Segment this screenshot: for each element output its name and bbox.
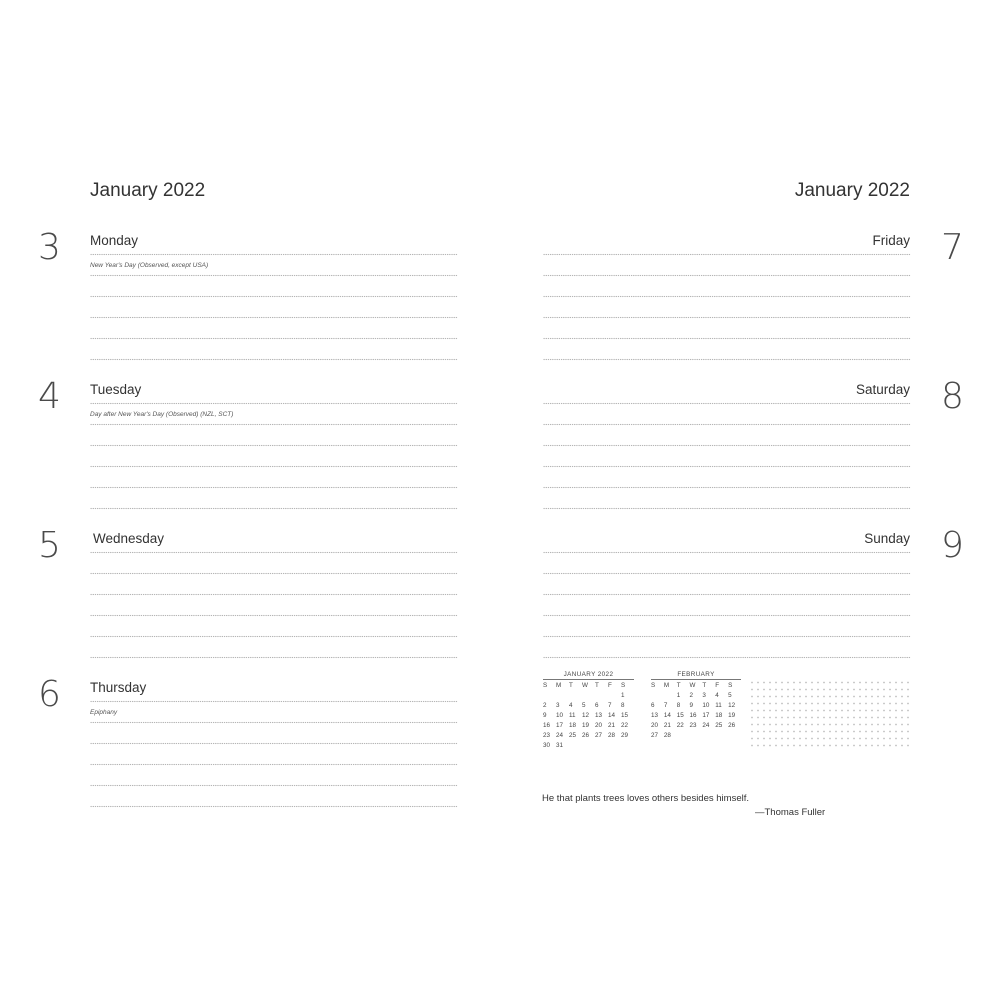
holiday-note: Epiphany [90,709,118,716]
calendar-day: 4 [715,692,719,699]
calendar-day [715,732,728,742]
writing-line [90,551,458,554]
calendar-day: 5 [582,702,586,709]
weekday-header: S [621,682,626,689]
calendar-day [582,742,595,752]
calendar-day: 16 [543,722,551,729]
writing-line [90,784,458,787]
writing-line [543,358,911,361]
calendar-day [651,692,664,702]
holiday-note: Day after New Year's Day (Observed) (NZL, SCT) [90,411,234,418]
writing-line [90,763,458,766]
calendar-day [543,692,556,702]
writing-line [90,593,458,596]
writing-line [543,423,911,426]
day-number: 7 [941,227,964,268]
calendar-day: 2 [689,692,694,699]
calendar-day: 27 [595,732,603,739]
quote-text: He that plants trees loves others besides himself. [542,793,749,804]
mini-calendar-title: JANUARY 2022 [543,671,634,680]
calendar-day: 1 [621,692,625,699]
calendar-day: 7 [663,702,668,709]
calendar-day: 22 [676,722,684,729]
calendar-day [569,742,582,752]
calendar-day: 12 [728,702,736,709]
weekday-header: M [663,682,670,689]
mini-calendar-grid [543,682,634,752]
holiday-note: New Year's Day (Observed, except USA) [90,262,209,269]
writing-line [90,507,458,510]
mini-calendar-february [651,671,741,742]
calendar-day: 2 [543,702,547,709]
weekday-header: F [608,682,612,689]
weekday-header: S [651,682,656,689]
calendar-day: 28 [608,732,616,739]
calendar-day: 19 [728,712,736,719]
calendar-day: 20 [651,722,659,729]
right-page-header: January 2022 [794,180,910,201]
day-name: Thursday [90,680,147,695]
calendar-day: 6 [595,702,599,709]
calendar-day: 18 [715,712,723,719]
day-number: 8 [941,376,964,417]
calendar-day: 29 [621,732,629,739]
writing-line [90,253,458,256]
writing-line [90,656,458,659]
calendar-day: 9 [543,712,547,719]
calendar-day: 17 [702,712,710,719]
writing-line [543,486,911,489]
weekday-header: S [728,682,733,689]
calendar-day: 24 [702,722,710,729]
calendar-day: 13 [651,712,659,719]
calendar-day: 5 [728,692,732,699]
calendar-day [569,692,582,702]
writing-line [90,486,458,489]
calendar-day [556,692,569,702]
calendar-day: 10 [702,702,710,709]
calendar-day: 11 [715,702,722,709]
calendar-day: 24 [556,732,564,739]
calendar-day [677,732,690,742]
calendar-day: 10 [556,712,564,719]
writing-line [90,635,458,638]
calendar-day [664,692,677,702]
writing-line [90,423,458,426]
calendar-day: 6 [651,702,655,709]
writing-line [90,274,458,277]
writing-line [90,614,458,617]
day-number: 9 [941,525,964,566]
calendar-day: 16 [689,712,697,719]
mini-calendar-january [543,671,634,752]
calendar-day: 22 [621,722,629,729]
writing-line [543,402,911,405]
day-number: 4 [38,376,61,417]
quote-author: —Thomas Fuller [755,807,826,818]
calendar-day: 18 [569,722,577,729]
day-number: 3 [38,227,61,268]
calendar-day: 20 [595,722,603,729]
writing-line [543,337,911,340]
calendar-day: 23 [689,722,697,729]
day-name: Wednesday [93,531,165,546]
calendar-day: 12 [582,712,590,719]
calendar-day: 7 [608,702,612,709]
calendar-day [595,692,608,702]
calendar-day: 15 [676,712,684,719]
calendar-day: 31 [556,742,564,749]
writing-line [543,656,911,659]
calendar-day: 14 [663,712,671,719]
weekday-header: S [543,682,548,689]
calendar-day [595,742,608,752]
writing-line [90,700,458,703]
writing-line [543,295,911,298]
dot-grid-notes [749,679,911,749]
writing-line [90,316,458,319]
weekday-header: W [689,682,696,689]
writing-line [90,295,458,298]
writing-line [543,274,911,277]
calendar-day [702,732,715,742]
writing-line [90,572,458,575]
calendar-day: 4 [569,702,573,709]
writing-line [543,444,911,447]
calendar-day: 25 [715,722,723,729]
writing-line [543,316,911,319]
calendar-day: 8 [676,702,681,709]
weekday-header: T [595,682,599,689]
calendar-day: 30 [543,742,551,749]
day-number: 5 [38,525,61,566]
writing-line [90,358,458,361]
calendar-day [582,692,595,702]
writing-line [543,635,911,638]
day-name: Friday [872,233,910,248]
calendar-day [621,742,634,752]
writing-line [543,507,911,510]
calendar-day: 25 [569,732,577,739]
writing-line [543,593,911,596]
calendar-day [608,692,621,702]
calendar-day: 21 [608,722,616,729]
calendar-day: 27 [651,732,659,739]
writing-line [543,253,911,256]
day-name: Saturday [855,382,910,397]
left-page-header: January 2022 [90,180,206,201]
calendar-day: 19 [582,722,590,729]
writing-line [543,572,911,575]
calendar-day: 26 [728,722,736,729]
writing-line [90,444,458,447]
calendar-day: 3 [556,702,560,709]
weekday-header: W [582,682,588,689]
weekday-header: T [676,682,681,689]
writing-line [543,551,911,554]
mini-calendar-title: FEBRUARY [651,671,741,680]
calendar-day: 3 [702,692,706,699]
weekday-header: F [715,682,720,689]
calendar-day: 15 [621,712,629,719]
day-number: 6 [38,674,61,715]
calendar-day: 11 [569,712,576,719]
writing-line [90,805,458,808]
calendar-day: 17 [556,722,564,729]
calendar-day [690,732,703,742]
calendar-day: 8 [621,702,625,709]
weekday-header: M [556,682,562,689]
writing-line [90,742,458,745]
writing-line [90,402,458,405]
calendar-day: 21 [663,722,671,729]
calendar-day: 9 [689,702,694,709]
calendar-day: 14 [608,712,616,719]
weekday-header: T [569,682,573,689]
day-name: Monday [90,233,139,248]
day-name: Tuesday [90,382,142,397]
calendar-day: 1 [676,692,681,699]
calendar-day [608,742,621,752]
mini-calendar-grid [651,682,741,742]
calendar-day: 28 [663,732,671,739]
calendar-day: 26 [582,732,590,739]
calendar-day: 13 [595,712,603,719]
weekday-header: T [702,682,707,689]
writing-line [543,614,911,617]
calendar-day [728,732,741,742]
writing-line [90,721,458,724]
writing-line [90,465,458,468]
calendar-day: 23 [543,732,551,739]
writing-line [90,337,458,340]
writing-line [543,465,911,468]
day-name: Sunday [864,531,910,546]
